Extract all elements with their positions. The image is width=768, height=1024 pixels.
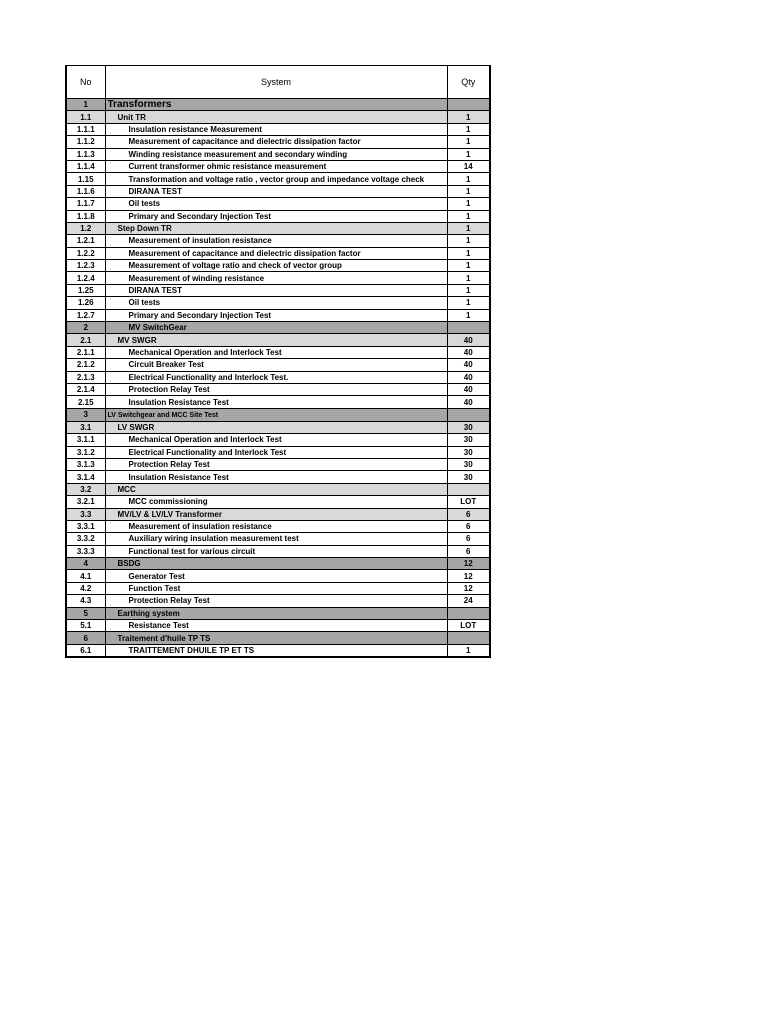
row-system-cell — [105, 346, 447, 358]
row-system: MCC commissioning — [128, 497, 208, 507]
row-system-cell — [105, 136, 447, 148]
row-number: 3.1.1 — [66, 434, 105, 446]
row-system-cell — [105, 371, 447, 383]
row-number: 1.1.4 — [66, 160, 105, 172]
row-number: 1.2 — [66, 222, 105, 234]
row-system: Insulation resistance Measurement — [128, 124, 262, 134]
row-system-cell — [105, 148, 447, 160]
table-row — [66, 644, 490, 657]
row-number: 1 — [66, 99, 105, 111]
row-qty: 6 — [447, 545, 490, 557]
row-number: 1.1.6 — [66, 185, 105, 197]
row-system-cell — [105, 471, 447, 483]
row-system-cell — [105, 458, 447, 470]
table-row — [66, 210, 490, 222]
table-row — [66, 123, 490, 135]
row-system-cell — [105, 434, 447, 446]
table-row — [66, 458, 490, 470]
row-system: Oil tests — [128, 298, 161, 308]
row-system-cell — [105, 483, 447, 495]
row-system: Insulation Resistance Test — [128, 397, 229, 407]
row-system-cell — [105, 607, 447, 619]
table-row — [66, 322, 490, 334]
row-number: 2.1 — [66, 334, 105, 346]
row-system: Step Down TR — [117, 224, 172, 234]
row-qty — [447, 408, 490, 421]
row-system-cell — [105, 644, 447, 657]
row-qty: 1 — [447, 136, 490, 148]
table-row — [66, 272, 490, 284]
table-row — [66, 99, 490, 111]
row-system: Current transformer ohmic resistance measurement — [128, 162, 327, 172]
row-system: Electrical Functionality and Interlock Test. — [128, 372, 289, 382]
table-row — [66, 359, 490, 371]
row-number: 4.3 — [66, 595, 105, 607]
table-row — [66, 111, 490, 123]
row-number: 1.2.2 — [66, 247, 105, 259]
table-row — [66, 496, 490, 508]
row-system: Functional test for various circuit — [128, 546, 256, 556]
row-system-cell — [105, 620, 447, 632]
row-number: 6.1 — [66, 644, 105, 657]
header-system: System — [105, 66, 447, 99]
row-number: 2.1.1 — [66, 346, 105, 358]
row-qty — [447, 483, 490, 495]
row-system: Transformation and voltage ratio , vector group and impedance voltage check — [128, 174, 425, 184]
row-qty: 30 — [447, 446, 490, 458]
row-qty: 40 — [447, 371, 490, 383]
row-system-cell — [105, 558, 447, 570]
row-qty: 30 — [447, 434, 490, 446]
row-system-cell — [105, 421, 447, 433]
table-row — [66, 446, 490, 458]
row-number: 3.1.3 — [66, 458, 105, 470]
row-system-cell — [105, 496, 447, 508]
row-system-cell — [105, 222, 447, 234]
row-number: 1.2.3 — [66, 260, 105, 272]
row-qty: 1 — [447, 644, 490, 657]
row-system-cell — [105, 235, 447, 247]
row-system-cell — [105, 508, 447, 520]
row-number: 1.1.3 — [66, 148, 105, 160]
row-system: LV SWGR — [117, 422, 155, 432]
row-system-cell — [105, 297, 447, 309]
row-system-cell — [105, 272, 447, 284]
table-row — [66, 371, 490, 383]
row-number: 1.1.2 — [66, 136, 105, 148]
row-system-cell — [105, 99, 447, 111]
row-qty: LOT — [447, 496, 490, 508]
row-system-cell — [105, 359, 447, 371]
row-qty — [447, 632, 490, 644]
row-system-cell — [105, 160, 447, 172]
row-system: Protection Relay Test — [128, 385, 210, 395]
row-number: 4 — [66, 558, 105, 570]
row-number: 1.1.8 — [66, 210, 105, 222]
table-body — [66, 99, 490, 658]
row-number: 2 — [66, 322, 105, 334]
row-system-cell — [105, 210, 447, 222]
row-qty: 1 — [447, 198, 490, 210]
row-system-cell — [105, 545, 447, 557]
table-row — [66, 396, 490, 408]
row-qty: 6 — [447, 533, 490, 545]
row-system-cell — [105, 408, 447, 421]
table-row — [66, 297, 490, 309]
row-system-cell — [105, 247, 447, 259]
row-qty: 12 — [447, 570, 490, 582]
row-qty: LOT — [447, 620, 490, 632]
row-number: 1.2.1 — [66, 235, 105, 247]
row-number: 1.1.7 — [66, 198, 105, 210]
row-number: 1.25 — [66, 284, 105, 296]
row-system-cell — [105, 284, 447, 296]
row-system-cell — [105, 396, 447, 408]
row-system: Traitement d'huile TP TS — [117, 633, 211, 643]
row-qty: 40 — [447, 334, 490, 346]
row-system-cell — [105, 383, 447, 395]
row-qty: 40 — [447, 396, 490, 408]
table-row — [66, 148, 490, 160]
row-system: Winding resistance measurement and secondary winding — [128, 149, 348, 159]
row-number: 3.1.4 — [66, 471, 105, 483]
row-system: LV Switchgear and MCC Site Test — [107, 411, 219, 419]
row-qty: 1 — [447, 210, 490, 222]
table-row — [66, 570, 490, 582]
row-system: Measurement of voltage ratio and check of vector group — [128, 261, 342, 271]
row-qty: 1 — [447, 235, 490, 247]
row-system: Primary and Secondary Injection Test — [128, 211, 272, 221]
row-qty: 40 — [447, 359, 490, 371]
row-system: DIRANA TEST — [128, 286, 182, 296]
row-qty: 24 — [447, 595, 490, 607]
row-qty — [447, 322, 490, 334]
row-qty: 40 — [447, 383, 490, 395]
row-number: 3.2 — [66, 483, 105, 495]
row-qty: 6 — [447, 508, 490, 520]
table-row — [66, 545, 490, 557]
row-system: TRAITTEMENT DHUILE TP ET TS — [128, 645, 255, 655]
row-number: 1.1 — [66, 111, 105, 123]
row-qty: 1 — [447, 284, 490, 296]
row-system: Protection Relay Test — [128, 460, 210, 470]
table-row — [66, 222, 490, 234]
table-row — [66, 582, 490, 594]
table-row — [66, 185, 490, 197]
table-row — [66, 284, 490, 296]
row-number: 2.15 — [66, 396, 105, 408]
table-row — [66, 136, 490, 148]
row-system-cell — [105, 173, 447, 185]
table-row — [66, 620, 490, 632]
table-row — [66, 235, 490, 247]
row-system: Function Test — [128, 584, 181, 594]
row-number: 4.1 — [66, 570, 105, 582]
table-row — [66, 247, 490, 259]
table-row — [66, 471, 490, 483]
row-system: Mechanical Operation and Interlock Test — [128, 435, 282, 445]
row-qty: 6 — [447, 520, 490, 532]
header-qty: Qty — [447, 66, 490, 99]
row-system: Mechanical Operation and Interlock Test — [128, 348, 282, 357]
row-number: 1.1.1 — [66, 123, 105, 135]
row-system: Primary and Secondary Injection Test — [128, 310, 272, 320]
row-qty: 1 — [447, 173, 490, 185]
row-number: 4.2 — [66, 582, 105, 594]
row-system: Unit TR — [117, 112, 146, 122]
row-qty: 1 — [447, 123, 490, 135]
row-number: 2.1.3 — [66, 371, 105, 383]
row-system-cell — [105, 185, 447, 197]
table-row — [66, 173, 490, 185]
row-system: Auxiliary wiring insulation measurement test — [128, 534, 299, 544]
table-row — [66, 520, 490, 532]
row-qty: 1 — [447, 111, 490, 123]
row-qty: 1 — [447, 309, 490, 321]
row-qty — [447, 607, 490, 619]
table-row — [66, 408, 490, 421]
row-system-cell — [105, 334, 447, 346]
test-schedule-table — [65, 65, 491, 658]
table-row — [66, 260, 490, 272]
row-number: 3.3.1 — [66, 520, 105, 532]
row-system: DIRANA TEST — [128, 186, 182, 196]
row-system-cell — [105, 123, 447, 135]
table-row — [66, 508, 490, 520]
row-system-cell — [105, 309, 447, 321]
row-number: 5.1 — [66, 620, 105, 632]
row-system-cell — [105, 446, 447, 458]
table-row — [66, 632, 490, 644]
row-system: Measurement of capacitance and dielectric dissipation factor — [128, 248, 361, 258]
table-row — [66, 533, 490, 545]
row-number: 3.1 — [66, 421, 105, 433]
table-row — [66, 421, 490, 433]
row-system: Circuit Breaker Test — [128, 360, 204, 370]
table-row — [66, 309, 490, 321]
row-system: Insulation Resistance Test — [128, 472, 229, 482]
row-system-cell — [105, 198, 447, 210]
row-system: Oil tests — [128, 199, 161, 209]
row-system: Electrical Functionality and Interlock Test — [128, 447, 287, 457]
row-system: BSDG — [117, 559, 141, 569]
row-system: MV/LV & LV/LV Transformer — [117, 509, 222, 519]
row-qty: 1 — [447, 272, 490, 284]
row-system: Transformers — [107, 99, 172, 111]
row-system: Measurement of capacitance and dielectric dissipation factor — [128, 137, 361, 147]
row-number: 3.3.2 — [66, 533, 105, 545]
row-system: MV SwitchGear — [128, 323, 187, 333]
row-system: Protection Relay Test — [128, 596, 210, 606]
row-qty: 14 — [447, 160, 490, 172]
table-row — [66, 607, 490, 619]
row-system-cell — [105, 570, 447, 582]
row-system: Measurement of insulation resistance — [128, 236, 272, 246]
row-system-cell — [105, 111, 447, 123]
table-row — [66, 383, 490, 395]
row-system-cell — [105, 632, 447, 644]
row-qty: 30 — [447, 458, 490, 470]
row-system: Resistance Test — [128, 621, 189, 631]
row-system: Generator Test — [128, 571, 185, 581]
row-number: 1.15 — [66, 173, 105, 185]
row-qty: 12 — [447, 582, 490, 594]
row-qty: 30 — [447, 471, 490, 483]
row-qty: 1 — [447, 148, 490, 160]
row-number: 2.1.2 — [66, 359, 105, 371]
row-system: MCC — [117, 484, 136, 494]
table-row — [66, 595, 490, 607]
table-row — [66, 160, 490, 172]
row-number: 5 — [66, 607, 105, 619]
row-qty: 1 — [447, 297, 490, 309]
row-qty: 30 — [447, 421, 490, 433]
row-system-cell — [105, 582, 447, 594]
row-qty: 1 — [447, 260, 490, 272]
row-number: 3.3 — [66, 508, 105, 520]
row-system: Measurement of insulation resistance — [128, 522, 272, 532]
table-row — [66, 558, 490, 570]
table-row — [66, 334, 490, 346]
row-number: 1.26 — [66, 297, 105, 309]
row-system: MV SWGR — [117, 335, 157, 345]
row-number: 1.2.7 — [66, 309, 105, 321]
row-system-cell — [105, 533, 447, 545]
row-system-cell — [105, 322, 447, 334]
row-number: 6 — [66, 632, 105, 644]
row-number: 3.1.2 — [66, 446, 105, 458]
row-number: 3.2.1 — [66, 496, 105, 508]
row-system-cell — [105, 520, 447, 532]
row-number: 2.1.4 — [66, 383, 105, 395]
row-number: 1.2.4 — [66, 272, 105, 284]
row-number: 3 — [66, 408, 105, 421]
row-system: Measurement of winding resistance — [128, 273, 265, 283]
table-row — [66, 346, 490, 358]
row-system: Earthing system — [117, 608, 180, 618]
row-qty — [447, 99, 490, 111]
row-number: 3.3.3 — [66, 545, 105, 557]
table-row — [66, 198, 490, 210]
row-system-cell — [105, 260, 447, 272]
header-no: No — [66, 66, 105, 99]
row-qty: 1 — [447, 222, 490, 234]
row-qty: 40 — [447, 346, 490, 358]
row-system-cell — [105, 595, 447, 607]
table-row — [66, 483, 490, 495]
table-header-row — [66, 66, 490, 99]
table-row — [66, 434, 490, 446]
row-qty: 12 — [447, 558, 490, 570]
row-qty: 1 — [447, 247, 490, 259]
row-qty: 1 — [447, 185, 490, 197]
